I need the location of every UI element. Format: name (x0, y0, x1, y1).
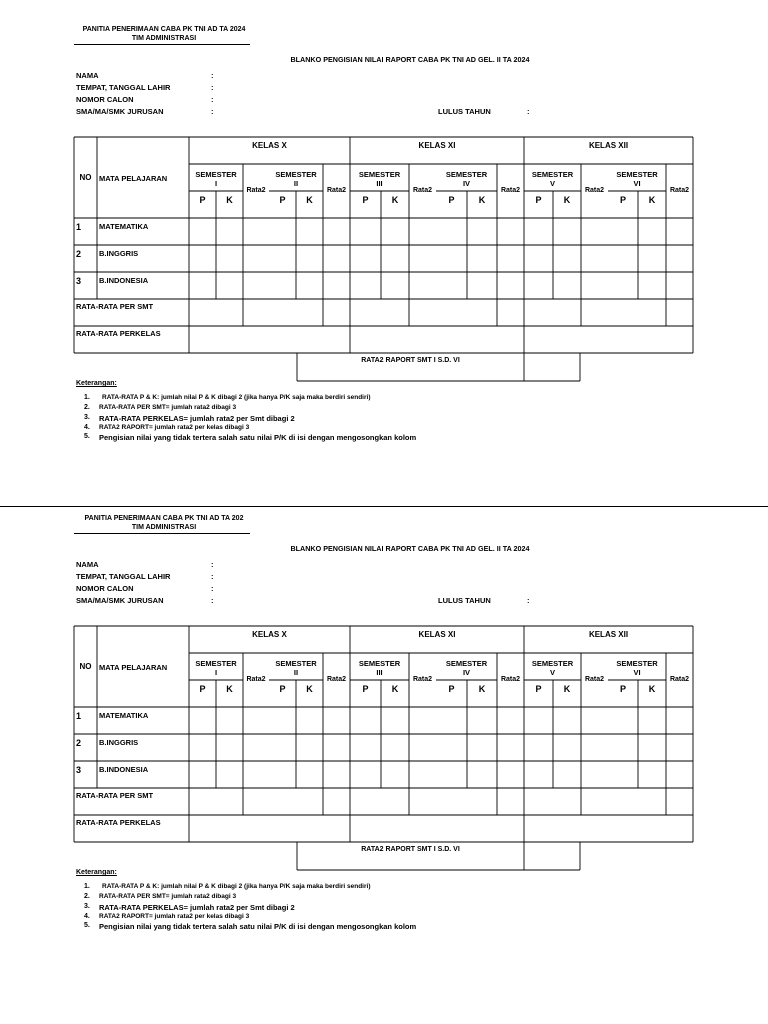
semester-header-3 (350, 655, 409, 680)
field-label-sekolah: SMA/MA/SMK JURUSAN (76, 107, 164, 116)
note-number: 1. (84, 883, 90, 890)
subject-number: 2 (76, 738, 82, 748)
subject-name: B.INGGRIS (99, 249, 139, 258)
note-text: Pengisian nilai yang tidak tertera salah satu nilai P/K di isi dengan mengosongkan kolom (99, 922, 417, 931)
org-name: PANITIA PENERIMAAN CABA PK TNI AD TA 2024 (82, 26, 246, 33)
note-number: 4. (84, 913, 90, 920)
subject-number: 1 (76, 711, 82, 721)
subject-number: 2 (76, 249, 82, 259)
page-separator (0, 506, 768, 507)
semester-header-5 (524, 655, 581, 680)
org-name: PANITIA PENERIMAAN CABA PK TNI AD TA 202 (84, 515, 244, 522)
note-text: RATA-RATA PERKELAS= jumlah rata2 per Smt dibagi 2 (99, 903, 295, 912)
k-header: K (478, 195, 486, 205)
keterangan-heading: Keterangan: (76, 869, 117, 876)
subject-number: 3 (76, 765, 82, 775)
semester-label: SEMESTER II (275, 658, 317, 677)
semester-label: SEMESTER III (358, 658, 401, 677)
rata2-header: Rata2 (669, 187, 690, 194)
p-header: P (279, 684, 286, 694)
field-colon-lulus: : (527, 107, 530, 116)
k-header: K (306, 195, 313, 205)
field-label-nomor: NOMOR CALON (76, 95, 134, 104)
report-form-2 (0, 489, 768, 979)
p-header: P (362, 195, 369, 205)
rata2-header: Rata2 (326, 187, 347, 194)
k-header: K (226, 684, 233, 694)
semester-header-4 (436, 655, 497, 680)
form-title: BLANKO PENGISIAN NILAI RAPORT CABA PK TNI AD GEL. II TA 2024 (290, 544, 530, 553)
note-number: 1. (84, 394, 90, 401)
semester-header-1 (189, 166, 243, 191)
semester-label: SEMESTER II (275, 169, 317, 188)
field-label-lulus: LULUS TAHUN (438, 107, 491, 116)
no-header: NO (79, 172, 92, 182)
semester-label: SEMESTER III (358, 169, 401, 188)
kelas-header-10: KELAS X (252, 140, 287, 150)
rata-perkelas-label: RATA-RATA PERKELAS (76, 329, 161, 338)
field-colon-nomor: : (211, 584, 214, 593)
k-header: K (306, 684, 313, 694)
rata2-header: Rata2 (669, 676, 690, 683)
rata2-header: Rata2 (246, 676, 266, 683)
semester-header-1 (189, 655, 243, 680)
field-label-nama: NAMA (76, 560, 99, 569)
p-header: P (279, 195, 286, 205)
field-colon-sekolah: : (211, 107, 214, 116)
subject-number: 1 (76, 222, 82, 232)
rata-raport-label: RATA2 RAPORT SMT I S.D. VI (361, 357, 460, 364)
semester-header-6 (608, 166, 666, 191)
rata2-header: Rata2 (412, 187, 433, 194)
rata2-header: Rata2 (412, 676, 433, 683)
semester-header-3 (350, 166, 409, 191)
k-header: K (563, 195, 571, 205)
p-header: P (619, 684, 626, 694)
p-header: P (199, 195, 206, 205)
semester-label: SEMESTER IV (445, 169, 488, 188)
mata-pelajaran-header: MATA PELAJARAN (99, 174, 168, 183)
p-header: P (199, 684, 206, 694)
k-header: K (391, 195, 399, 205)
field-colon-ttl: : (211, 572, 214, 581)
note-text: RATA-RATA P & K: jumlah nilai P & K dibagi 2 (jika hanya P/K saja maka berdiri sendiri) (102, 883, 371, 890)
kelas-header-10: KELAS X (252, 629, 287, 639)
p-header: P (535, 684, 542, 694)
field-colon-sekolah: : (211, 596, 214, 605)
note-number: 4. (84, 424, 90, 431)
note-number: 3. (84, 414, 90, 421)
rata-per-smt-label: RATA-RATA PER SMT (76, 302, 154, 311)
semester-header-4 (436, 166, 497, 191)
field-label-ttl: TEMPAT, TANGGAL LAHIR (76, 83, 171, 92)
semester-label: SEMESTER IV (445, 658, 488, 677)
note-number: 5. (84, 433, 90, 440)
subject-name: B.INDONESIA (99, 276, 149, 285)
semester-label: SEMESTER I (195, 658, 237, 677)
semester-header-2 (269, 655, 323, 680)
subject-name: MATEMATIKA (99, 711, 149, 720)
rata2-header: Rata2 (500, 187, 521, 194)
k-header: K (563, 684, 571, 694)
rata2-header: Rata2 (584, 187, 605, 194)
p-header: P (619, 195, 626, 205)
report-form-1 (0, 0, 768, 490)
rata-raport-label: RATA2 RAPORT SMT I S.D. VI (361, 846, 460, 853)
note-text: RATA-RATA PER SMT= jumlah rata2 dibagi 3 (99, 404, 237, 411)
kelas-header-11: KELAS XI (418, 629, 456, 639)
k-header: K (391, 684, 399, 694)
subject-name: B.INGGRIS (99, 738, 139, 747)
field-colon-nama: : (211, 71, 214, 80)
semester-label: SEMESTER VI (616, 169, 658, 188)
note-text: RATA-RATA PERKELAS= jumlah rata2 per Smt dibagi 2 (99, 414, 295, 423)
p-header: P (448, 684, 455, 694)
rata2-header: Rata2 (584, 676, 605, 683)
rata-perkelas-label: RATA-RATA PERKELAS (76, 818, 161, 827)
k-header: K (648, 195, 656, 205)
org-unit: TIM ADMINISTRASI (131, 524, 197, 531)
rata2-header: Rata2 (326, 676, 347, 683)
semester-label: SEMESTER V (531, 658, 574, 677)
subject-number: 3 (76, 276, 82, 286)
field-colon-nama: : (211, 560, 214, 569)
semester-header-6 (608, 655, 666, 680)
field-label-nama: NAMA (76, 71, 99, 80)
field-colon-ttl: : (211, 83, 214, 92)
note-number: 2. (84, 404, 90, 411)
p-header: P (535, 195, 542, 205)
rata2-header: Rata2 (246, 187, 266, 194)
semester-label: SEMESTER V (531, 169, 574, 188)
rata2-header: Rata2 (500, 676, 521, 683)
note-number: 3. (84, 903, 90, 910)
field-label-nomor: NOMOR CALON (76, 584, 134, 593)
keterangan-heading: Keterangan: (76, 380, 117, 387)
note-number: 5. (84, 922, 90, 929)
form-title: BLANKO PENGISIAN NILAI RAPORT CABA PK TNI AD GEL. II TA 2024 (290, 55, 530, 64)
semester-label: SEMESTER VI (616, 658, 658, 677)
field-label-sekolah: SMA/MA/SMK JURUSAN (76, 596, 164, 605)
note-text: RATA-RATA P & K: jumlah nilai P & K dibagi 2 (jika hanya P/K saja maka berdiri sendiri) (102, 394, 371, 401)
field-label-lulus: LULUS TAHUN (438, 596, 491, 605)
kelas-header-12: KELAS XII (588, 629, 629, 639)
subject-name: B.INDONESIA (99, 765, 149, 774)
k-header: K (478, 684, 486, 694)
kelas-header-12: KELAS XII (588, 140, 629, 150)
note-text: RATA2 RAPORT= jumlah rata2 per kelas dibagi 3 (99, 424, 250, 431)
k-header: K (648, 684, 656, 694)
semester-header-2 (269, 166, 323, 191)
p-header: P (362, 684, 369, 694)
k-header: K (226, 195, 233, 205)
note-text: RATA2 RAPORT= jumlah rata2 per kelas dibagi 3 (99, 913, 250, 920)
mata-pelajaran-header: MATA PELAJARAN (99, 663, 168, 672)
semester-header-5 (524, 166, 581, 191)
field-colon-nomor: : (211, 95, 214, 104)
note-text: Pengisian nilai yang tidak tertera salah satu nilai P/K di isi dengan mengosongkan kolom (99, 433, 417, 442)
note-text: RATA-RATA PER SMT= jumlah rata2 dibagi 3 (99, 893, 237, 900)
kelas-header-11: KELAS XI (418, 140, 456, 150)
p-header: P (448, 195, 455, 205)
note-number: 2. (84, 893, 90, 900)
field-label-ttl: TEMPAT, TANGGAL LAHIR (76, 572, 171, 581)
subject-name: MATEMATIKA (99, 222, 149, 231)
no-header: NO (79, 661, 92, 671)
rata-per-smt-label: RATA-RATA PER SMT (76, 791, 154, 800)
semester-label: SEMESTER I (195, 169, 237, 188)
org-unit: TIM ADMINISTRASI (131, 35, 197, 42)
field-colon-lulus: : (527, 596, 530, 605)
